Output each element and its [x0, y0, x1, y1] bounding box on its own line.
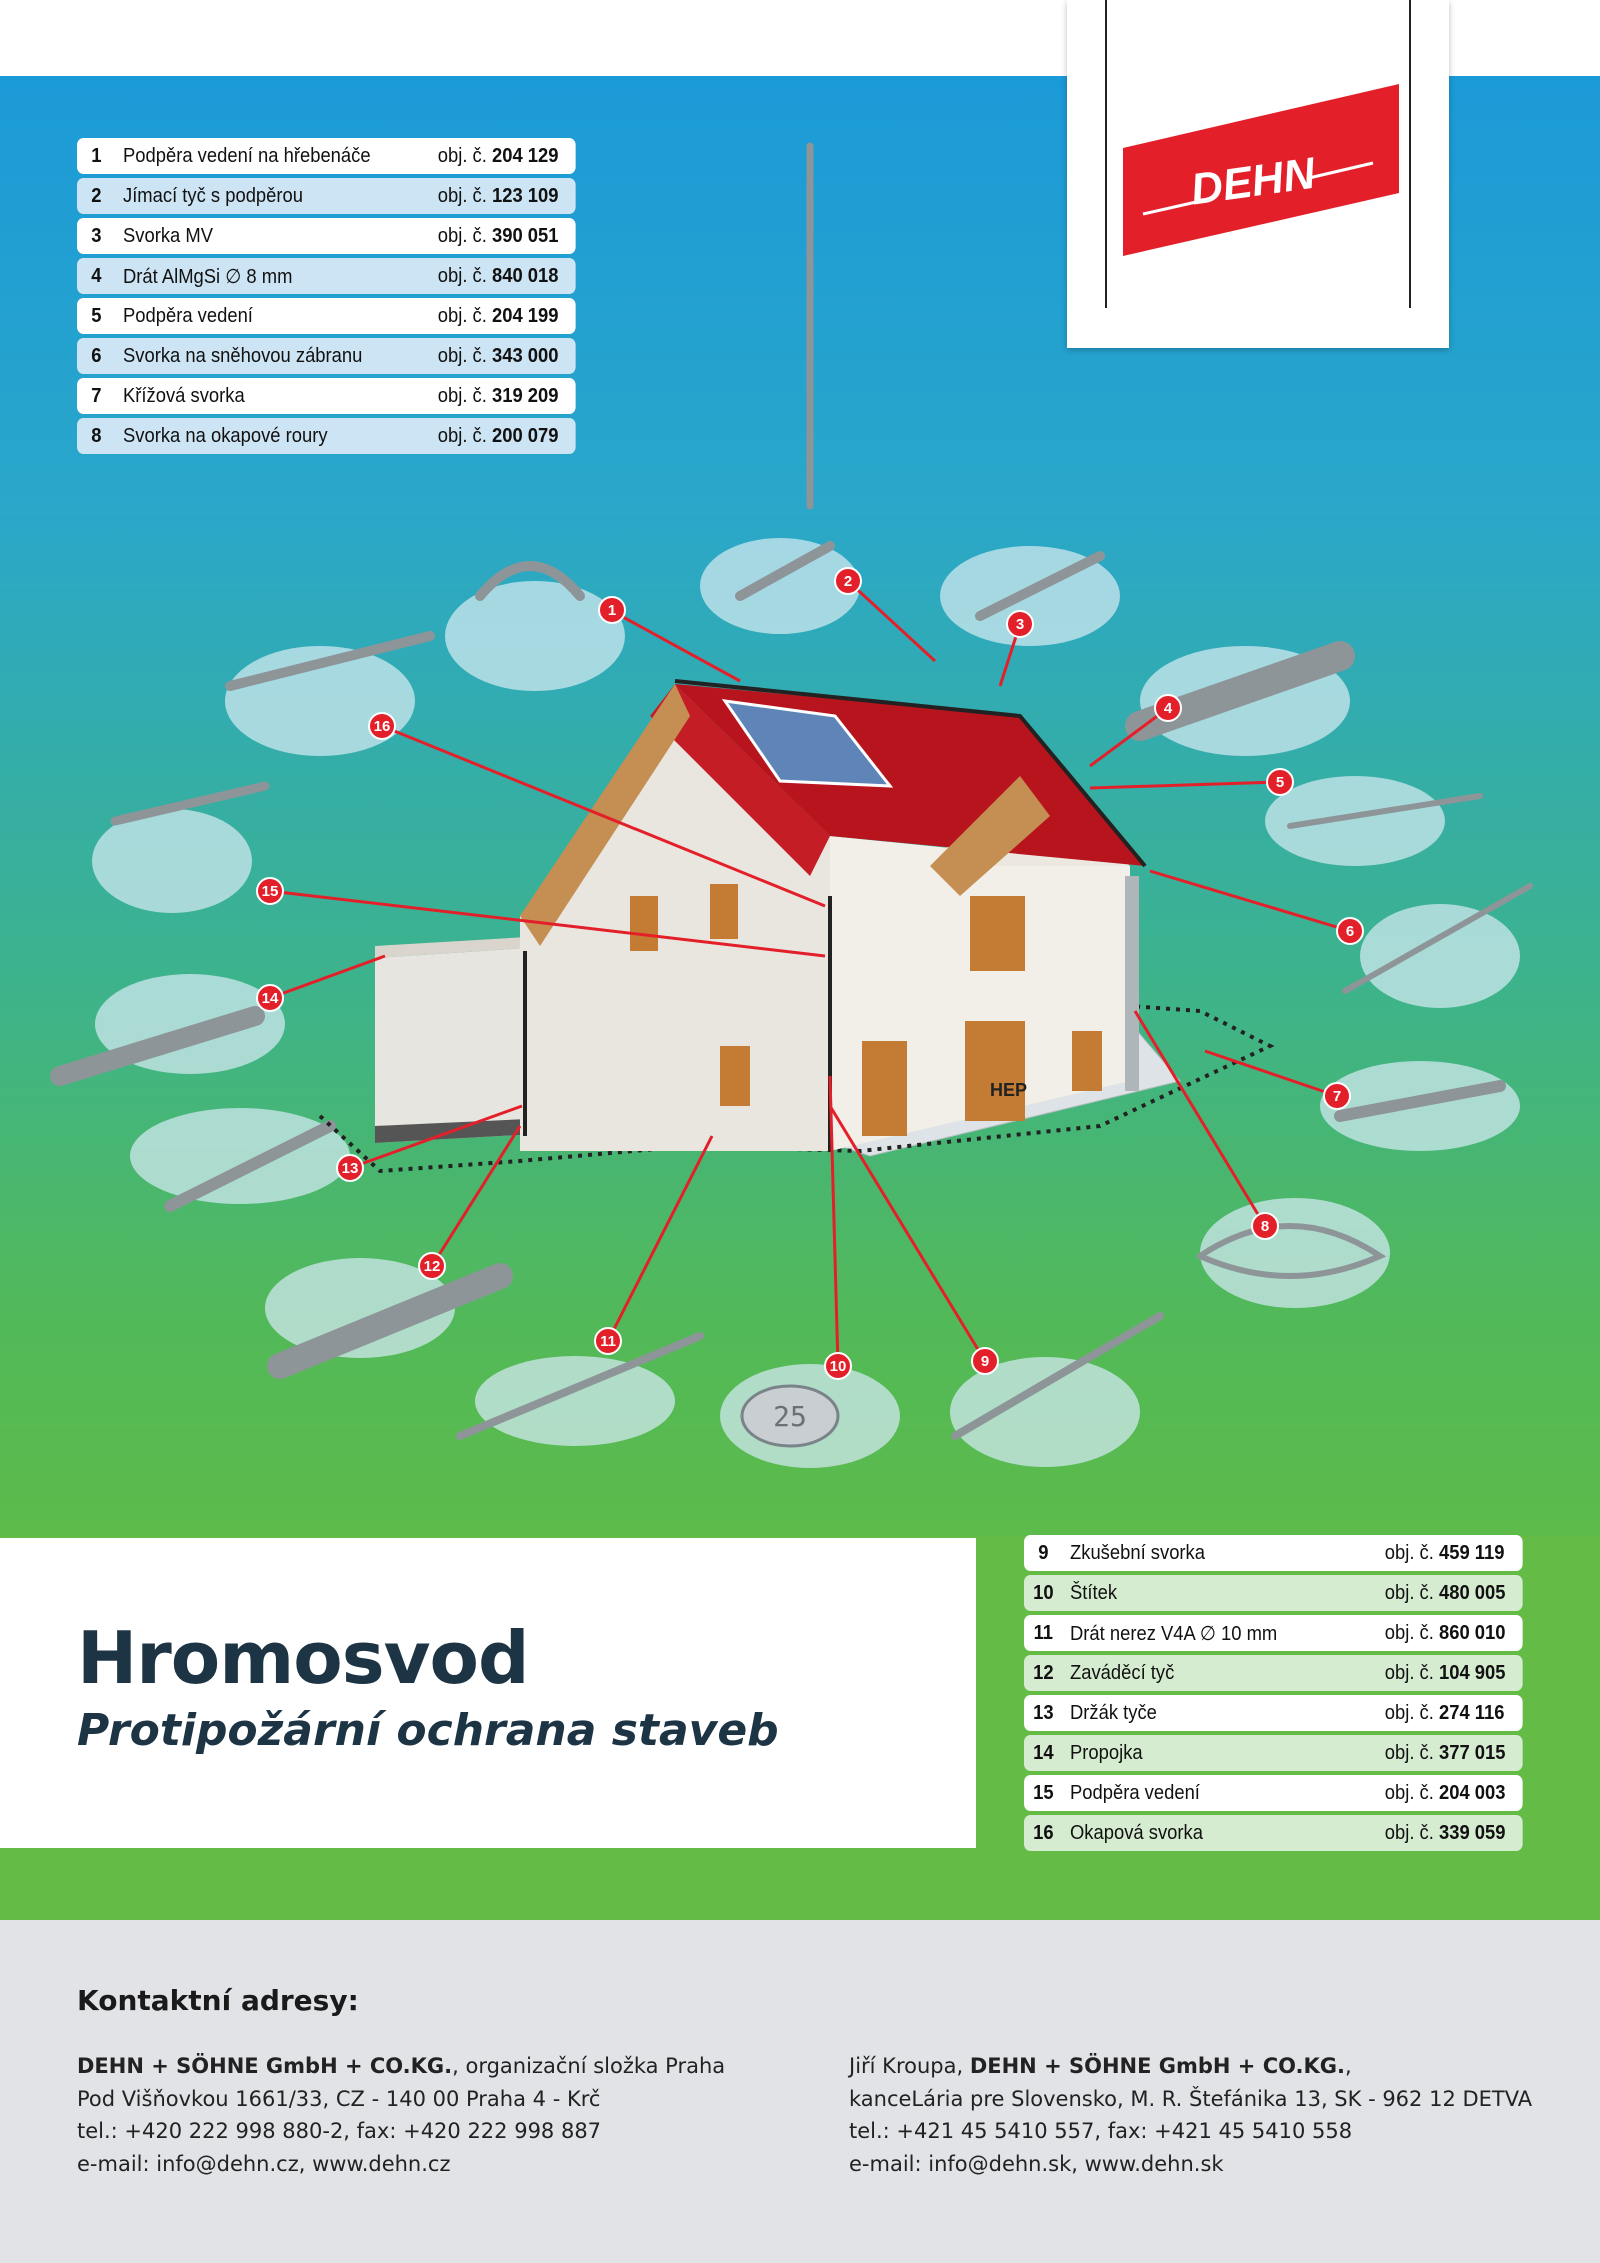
part-name: Křížová svorka	[123, 384, 245, 407]
contact-heading: Kontaktní adresy:	[77, 1984, 359, 2017]
part-name: Zkušební svorka	[1070, 1541, 1205, 1564]
callout-badge: 3	[1006, 610, 1034, 638]
part-row	[1024, 1535, 1523, 1571]
logo-text: DEHN	[1187, 148, 1319, 215]
street-address: Pod Višňovkou 1661/33, CZ - 140 00 Praha 4 - Krč	[77, 2086, 601, 2111]
part-row	[1024, 1695, 1523, 1731]
part-order	[1385, 1542, 1523, 1565]
order-number: 204 199	[491, 304, 559, 327]
email-web[interactable]: e-mail: info@dehn.sk, www.dehn.sk	[849, 2151, 1224, 2176]
company-suffix: ,	[1344, 2054, 1352, 2078]
order-prefix: obj. č.	[1384, 1741, 1434, 1764]
part-order	[1385, 1782, 1523, 1805]
order-prefix: obj. č.	[437, 184, 487, 207]
page-title: Hromosvod	[77, 1616, 529, 1700]
parts-list-bottom	[1024, 1535, 1526, 1855]
callout-badge: 14	[256, 984, 284, 1012]
order-number: 343 000	[491, 344, 559, 367]
component-oval	[130, 1108, 350, 1204]
street-address: kanceLária pre Slovensko, M. R. Štefánika 13, SK - 962 12 DETVA	[849, 2086, 1533, 2111]
order-number: 339 059	[1438, 1821, 1506, 1844]
part-row	[1024, 1615, 1523, 1651]
order-prefix: obj. č.	[1384, 1821, 1434, 1844]
part-number: 10	[1033, 1581, 1054, 1604]
part-number: 16	[1033, 1821, 1054, 1844]
callout-badge: 11	[594, 1327, 622, 1355]
company-name: DEHN + SÖHNE GmbH + CO.KG.	[969, 2054, 1345, 2078]
order-prefix: obj. č.	[437, 144, 487, 167]
order-prefix: obj. č.	[437, 224, 487, 247]
part-name: Svorka na sněhovou zábranu	[123, 344, 363, 367]
callout-badge: 10	[824, 1352, 852, 1380]
callout-badge: 1	[598, 596, 626, 624]
order-prefix: obj. č.	[437, 384, 487, 407]
part-name: Svorka na okapové roury	[123, 424, 328, 447]
company-branch: , organizační složka Praha	[452, 2054, 726, 2078]
part-number: 11	[1033, 1621, 1054, 1644]
part-order	[1385, 1742, 1523, 1765]
address-cz	[77, 2050, 725, 2180]
order-prefix: obj. č.	[1384, 1581, 1434, 1604]
callout-badge: 12	[418, 1252, 446, 1280]
order-number: 480 005	[1438, 1581, 1506, 1604]
part-row	[1024, 1655, 1523, 1691]
part-number: 13	[1033, 1701, 1054, 1724]
callout-badge: 16	[368, 712, 396, 740]
part-order	[1385, 1662, 1523, 1685]
component-oval	[1265, 776, 1445, 866]
email-web[interactable]: e-mail: info@dehn.cz, www.dehn.cz	[77, 2151, 451, 2176]
part-name: Svorka MV	[123, 224, 213, 247]
page-subtitle: Protipožární ochrana staveb	[77, 1705, 779, 1756]
order-number: 204 003	[1438, 1781, 1506, 1804]
contact-person: Jiří Kroupa,	[849, 2054, 970, 2078]
part-name: Drát AlMgSi ∅ 8 mm	[123, 265, 293, 288]
part-order	[1385, 1582, 1523, 1605]
part-name: Zaváděcí tyč	[1070, 1661, 1175, 1684]
address-sk	[849, 2050, 1532, 2180]
order-prefix: obj. č.	[437, 264, 487, 287]
order-prefix: obj. č.	[1384, 1541, 1434, 1564]
part-order	[1385, 1622, 1523, 1645]
callout-badge: 5	[1266, 768, 1294, 796]
part-number: 15	[1033, 1781, 1054, 1804]
order-prefix: obj. č.	[1384, 1661, 1434, 1684]
callout-badge: 8	[1251, 1212, 1279, 1240]
order-prefix: obj. č.	[1384, 1781, 1434, 1804]
part-name: Podpěra vedení na hřebenáče	[123, 144, 371, 167]
part-number: 3	[91, 224, 102, 247]
order-number: 319 209	[491, 384, 559, 407]
callout-badge: 4	[1154, 694, 1182, 722]
part-row	[1024, 1575, 1523, 1611]
component-oval	[1360, 904, 1520, 1008]
part-number: 1	[91, 144, 102, 167]
part-order	[1385, 1822, 1523, 1845]
callout-badge: 2	[834, 567, 862, 595]
order-number: 860 010	[1438, 1621, 1506, 1644]
order-prefix: obj. č.	[1384, 1701, 1434, 1724]
callout-badge: 6	[1336, 917, 1364, 945]
part-name: Propojka	[1070, 1741, 1143, 1764]
house-illustration	[0, 76, 1600, 1536]
part-order	[1385, 1702, 1523, 1725]
order-number: 204 129	[491, 144, 559, 167]
order-prefix: obj. č.	[437, 304, 487, 327]
part-name: Podpěra vedení	[123, 304, 253, 327]
order-prefix: obj. č.	[437, 424, 487, 447]
part-number: 9	[1038, 1541, 1049, 1564]
callout-badge: 7	[1323, 1082, 1351, 1110]
part-name: Drát nerez V4A ∅ 10 mm	[1070, 1622, 1278, 1645]
part-row	[1024, 1815, 1523, 1851]
part-name: Jímací tyč s podpěrou	[123, 184, 304, 207]
part-number: 5	[91, 304, 102, 327]
order-number: 123 109	[491, 184, 559, 207]
callout-badge: 9	[971, 1347, 999, 1375]
part-name: Držák tyče	[1070, 1701, 1157, 1724]
component-oval	[475, 1356, 675, 1446]
order-number: 200 079	[491, 424, 559, 447]
part-number: 14	[1033, 1741, 1054, 1764]
part-number: 12	[1033, 1661, 1054, 1684]
phone-fax: tel.: +420 222 998 880-2, fax: +420 222 998 887	[77, 2119, 602, 2143]
company-name: DEHN + SÖHNE GmbH + CO.KG.	[77, 2054, 453, 2078]
part-number: 4	[91, 264, 102, 287]
order-prefix: obj. č.	[437, 344, 487, 367]
order-number: 377 015	[1438, 1741, 1506, 1764]
order-prefix: obj. č.	[1384, 1621, 1434, 1644]
callout-badge: 13	[336, 1154, 364, 1182]
phone-fax: tel.: +421 45 5410 557, fax: +421 45 5410 558	[849, 2119, 1353, 2143]
part-name: Okapová svorka	[1070, 1821, 1203, 1844]
part-name: Štítek	[1070, 1581, 1118, 1604]
hep-label: HEP	[990, 1080, 1028, 1100]
component-oval	[445, 581, 625, 691]
part-number: 8	[91, 424, 102, 447]
part-number: 7	[91, 384, 102, 407]
order-number: 274 116	[1438, 1701, 1505, 1724]
part-row	[1024, 1775, 1523, 1811]
order-number: 390 051	[491, 224, 559, 247]
callout-badge: 15	[256, 877, 284, 905]
part-number: 6	[91, 344, 102, 367]
order-number: 459 119	[1438, 1541, 1505, 1564]
part-name: Podpěra vedení	[1070, 1781, 1200, 1804]
order-number: 104 905	[1438, 1661, 1506, 1684]
plate-label: 25	[773, 1400, 807, 1433]
part-row	[1024, 1735, 1523, 1771]
order-number: 840 018	[491, 264, 559, 287]
component-oval	[1200, 1198, 1390, 1308]
part-number: 2	[91, 184, 102, 207]
